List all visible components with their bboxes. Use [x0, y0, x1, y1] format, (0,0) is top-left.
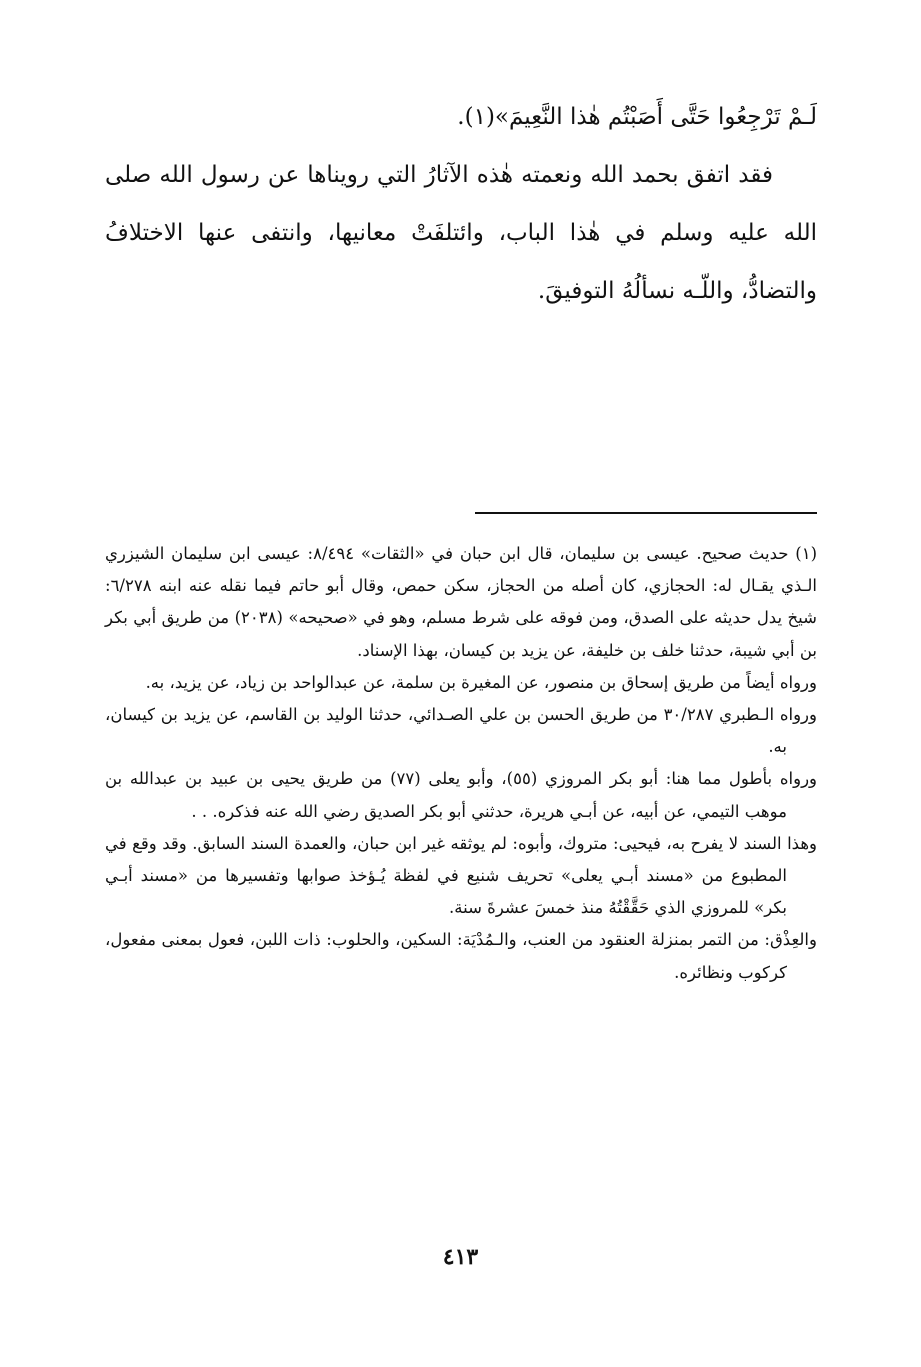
footnote-paragraph: ورواه الـطبري ٣٠/٢٨٧ من طريق الحسن بن علي الصـدائي، حدثنا الوليد بن القاسم، عن يزيد بن كيسان، به.: [105, 705, 817, 757]
footnote-paragraph: وهذا السند لا يفرح به، فيحيى: متروك، وأبوه: لم يوثقه غير ابن حبان، والعمدة السند السابق. وقد وقع في المطبوع من «مسند أبـي يعلى» تحريف شنيع في لفظة يُـؤخذ صوابها وتفسيرها من «مسند أبـي بكر» للمروزي الذي حَقَّقْتُهُ منذ خمسَ عشرةَ سنة.: [105, 833, 817, 918]
main-text: [105, 88, 817, 320]
footnotes: [105, 538, 817, 989]
footnote-divider: [475, 512, 817, 514]
concluding-paragraph: فقد اتفق بحمد الله ونعمته هٰذه الآثارُ التي رويناها عن رسول الله صلى الله عليه وسلم في هٰذا الباب، وائتلفَتْ معانيها، وانتفى عنها الاختلافُ والتضادُّ، واللّـه نسألُهُ التوفيقَ.: [105, 162, 817, 304]
hadith-ending-line: لَـمْ تَرْجِعُوا حَتَّى أَصَبْتُم هٰذا النَّعِيمَ»(١).: [457, 104, 817, 130]
footnote-1-intro: (١) حديث صحيح. عيسى بن سليمان، قال ابن حبان في «الثقات» ٨/٤٩٤: عيسى ابن سليمان الشيزري الـذي يقـال له: الحجازي، كان أصله من الحجاز، سكن حمص، وقال أبو حاتم فيما نقله عنه ابنه ٦/٢٧٨: شيخ يدل حديثه على الصدق، ومن فوقه على شرط مسلم، وهو في «صحيحه» (٢٠٣٨) من طريق أبي بكر بن أبي شيبة، حدثنا خلف بن خليفة، عن يزيد بن كيسان، بهذا الإسناد.: [105, 544, 817, 660]
page-number: ٤١٣: [442, 1244, 479, 1270]
footnote-paragraph: ورواه بأطول مما هنا: أبو بكر المروزي (٥٥)، وأبو يعلى (٧٧) من طريق يحيى بن عبيد بن عبدالله بن موهب التيمي، عن أبيه، عن أبـي هريرة، حدثني أبو بكر الصديق رضي الله عنه فذكره. . .: [105, 769, 818, 821]
footnote-paragraph: والعِذْق: من التمر بمنزلة العنقود من العنب، والـمُدْيَة: السكين، والحلوب: ذات اللبن، فعول بمعنى مفعول، كركوب ونظائره.: [105, 930, 817, 982]
footnote-paragraph: ورواه أيضاً من طريق إسحاق بن منصور، عن المغيرة بن سلمة، عن عبدالواحد بن زياد، عن يزيد، به.: [145, 672, 817, 692]
